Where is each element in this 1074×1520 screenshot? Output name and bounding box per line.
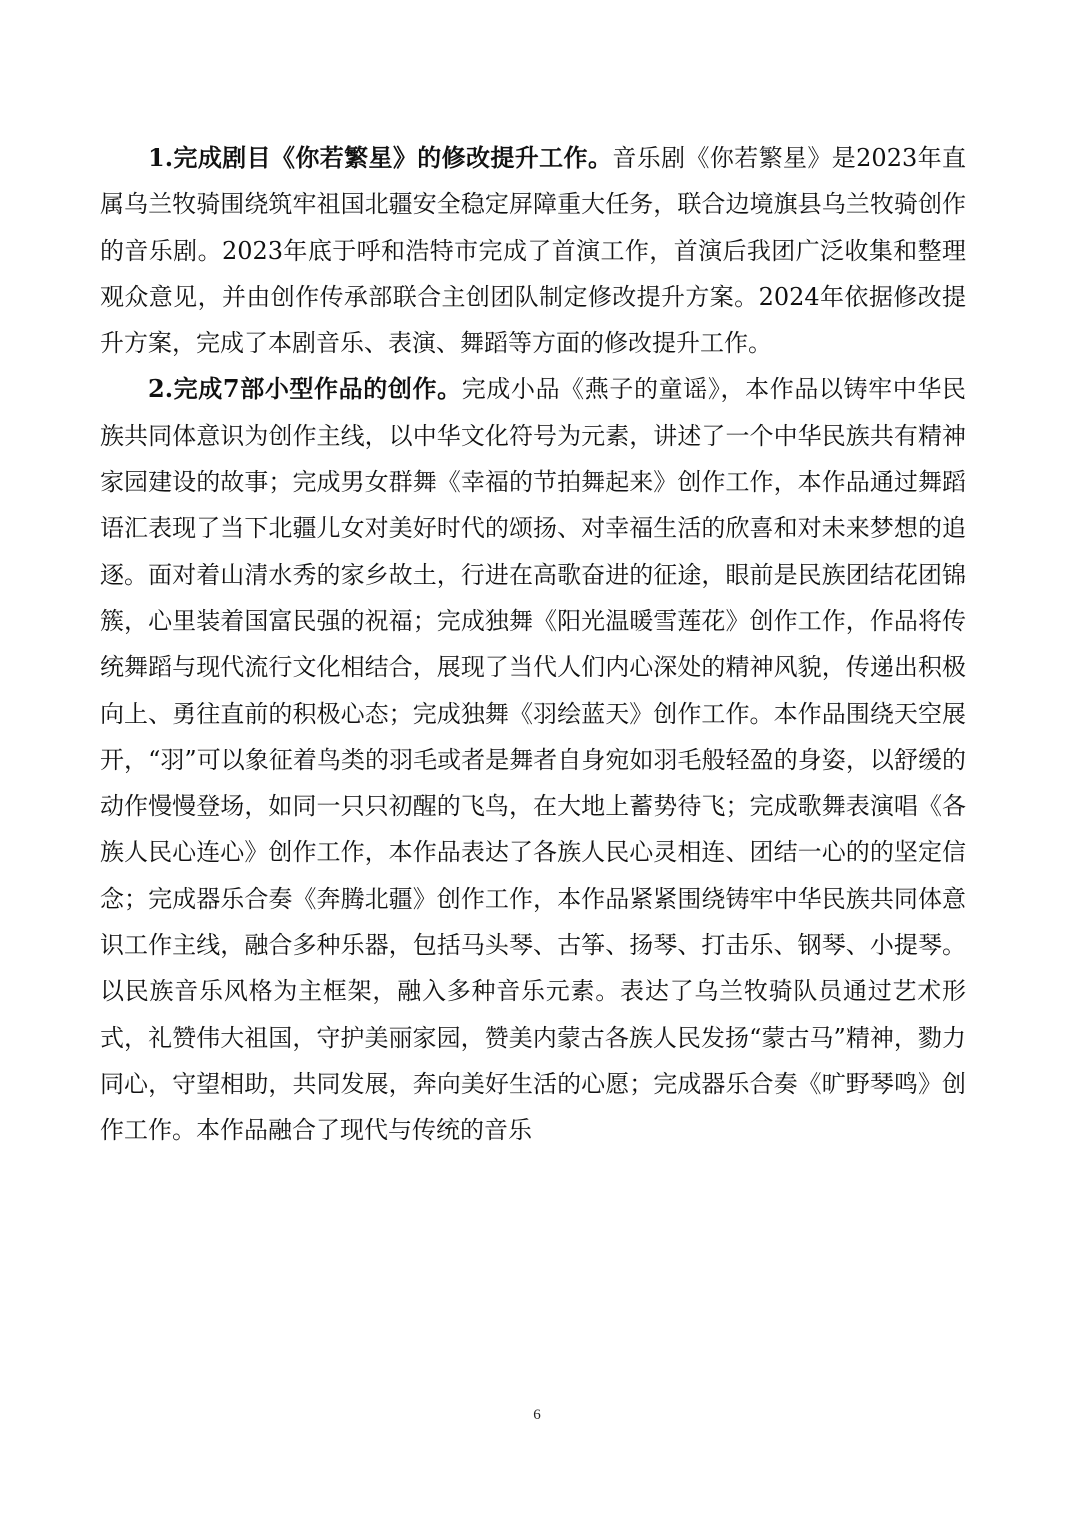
paragraph-1-text: 音乐剧《你若繁星》是2023年直属乌兰牧骑围绕筑牢祖国北疆安全稳定屏障重大任务，联合边境旗县乌兰牧骑创作的音乐剧。2023年底于呼和浩特市完成了首演工作，首演后我团广泛收集和整理观众意见，并由创作传承部联合主创团队制定修改提升方案。2024年依据修改提升方案，完成了本剧音乐、表演、舞蹈等方面的修改提升工作。 <box>100 144 966 358</box>
paragraph-2-heading: 2.完成7部小型作品的创作。 <box>148 374 462 404</box>
paragraph-1-heading: 1.完成剧目《你若繁星》的修改提升工作。 <box>148 143 613 172</box>
paragraph-2 <box>100 366 966 1153</box>
paragraph-2-text: 完成小品《燕子的童谣》，本作品以铸牢中华民族共同体意识为创作主线，以中华文化符号为元素，讲述了一个中华民族共有精神家园建设的故事；完成男女群舞《幸福的节拍舞起来》创作工作，本作品通过舞蹈语汇表现了当下北疆儿女对美好时代的颂扬、对幸福生活的欣喜和对未来梦想的追逐。面对着山清水秀的家乡故土，行进在高歌奋进的征途，眼前是民族团结花团锦簇，心里装着国富民强的祝福；完成独舞《阳光温暖雪莲花》创作工作，作品将传统舞蹈与现代流行文化相结合，展现了当代人们内心深处的精神风貌，传递出积极向上、勇往直前的积极心态；完成独舞《羽绘蓝天》创作工作。本作品围绕天空展开，“羽”可以象征着鸟类的羽毛或者是舞者自身宛如羽毛般轻盈的身姿，以舒缓的动作慢慢登场，如同一只只初醒的飞鸟，在大地上蓄势待飞；完成歌舞表演唱《各族人民心连心》创作工作，本作品表达了各族人民心灵相连、团结一心的的坚定信念；完成器乐合奏《奔腾北疆》创作工作，本作品紧紧围绕铸牢中华民族共同体意识工作主线，融合多种乐器，包括马头琴、古筝、扬琴、打击乐、钢琴、小提琴。以民族音乐风格为主框架，融入多种音乐元素。表达了乌兰牧骑队员通过艺术形式，礼赞伟大祖国，守护美丽家园，赞美内蒙古各族人民发扬“蒙古马”精神，勠力同心，守望相助，共同发展，奔向美好生活的心愿；完成器乐合奏《旷野琴鸣》创作工作。本作品融合了现代与传统的音乐 <box>100 375 966 1145</box>
page-number: 6 <box>533 1407 541 1423</box>
paragraph-1 <box>100 135 966 366</box>
document-body <box>100 135 966 1154</box>
